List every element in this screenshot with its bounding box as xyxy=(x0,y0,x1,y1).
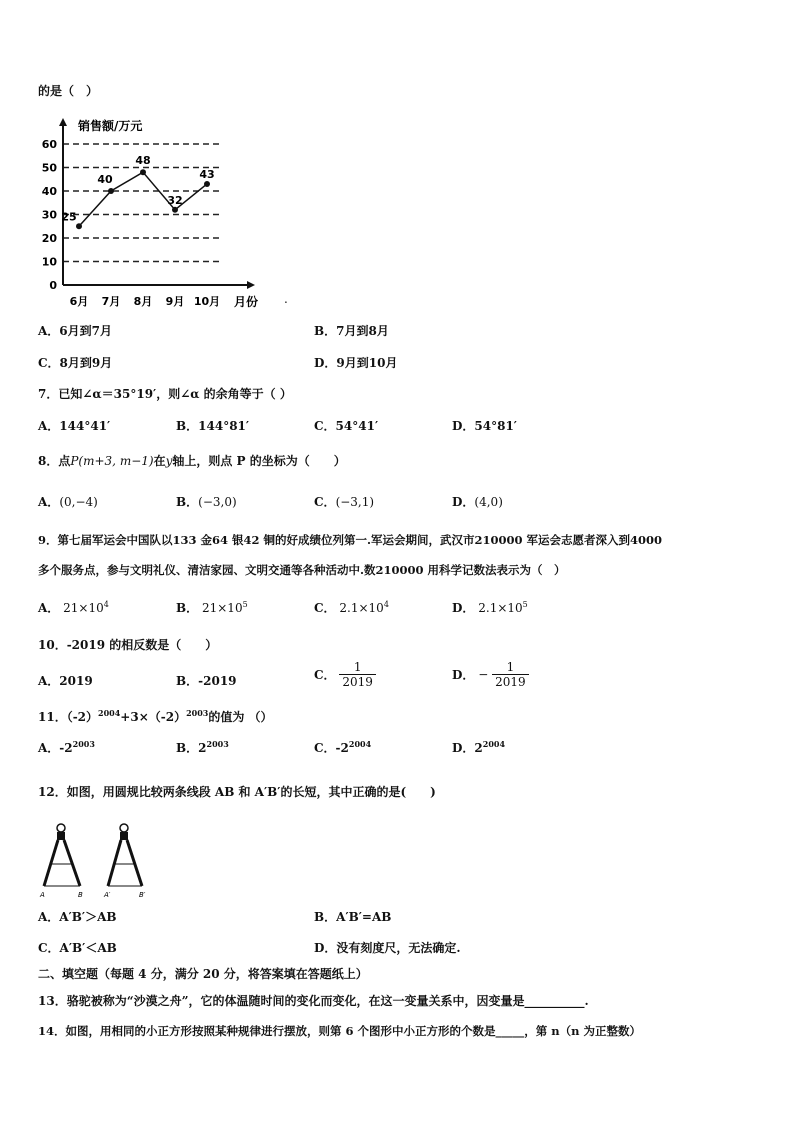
label-b: B xyxy=(78,891,83,899)
q10-option-b: B．-2019 xyxy=(176,674,237,688)
q10-stem: 10．-2019 的相反数是（ ） xyxy=(38,638,218,652)
compass-left xyxy=(44,824,80,886)
q9-stem-line2: 多个服务点，参与文明礼仪、清洁家园、文明交通等各种活动中.数210000 用科学记数法表示为（ ） xyxy=(38,563,566,577)
y-tick-label: 0 xyxy=(49,279,57,292)
q6-stem-tail: 的是（ ） xyxy=(38,84,99,98)
data-label: 25 xyxy=(61,210,77,224)
q6-option-d: D．9月到10月 xyxy=(314,356,398,370)
q12-option-b: B．A′B′=AB xyxy=(314,910,392,924)
q8-option-a: A．(0,−4) xyxy=(38,495,98,509)
x-tick-label: 10月 xyxy=(193,295,221,308)
y-tick-label: 10 xyxy=(41,255,57,269)
y-axis-arrow xyxy=(59,118,67,126)
q7-option-c: C．54°41′ xyxy=(314,419,379,433)
label-a: A xyxy=(40,891,45,899)
q11-stem: 11．$(-2)^{2004}+3\times(-2)^{2003}$的值为 （） xyxy=(38,708,273,724)
q9-stem-line1: 9．第七届军运会中国队以133 金64 银42 铜的好成绩位列第一.军运会期间，武汉市210000 军运会志愿者深入到4000 xyxy=(38,533,663,547)
q10-option-d: D． − $\frac{1}{2019}$ xyxy=(452,660,529,689)
q8-option-d: D．(4,0) xyxy=(452,495,503,509)
q11-option-a: A．$-2^{2003}$ xyxy=(38,739,95,755)
q6-option-b: B．7月到8月 xyxy=(314,324,389,338)
q7-option-b: B．144°81′ xyxy=(176,419,250,433)
q10-option-c: C． $\frac{1}{2019}$ xyxy=(314,660,376,689)
q7-stem: 7．已知∠α＝35°19′，则∠α 的余角等于（ ） xyxy=(38,387,292,401)
q12-option-a: A．A′B′＞AB xyxy=(38,910,117,924)
section-title-fill-in: 二、填空题（每题 4 分，满分 20 分，将答案填在答题纸上） xyxy=(38,967,368,981)
data-label: 40 xyxy=(97,173,113,186)
q11-option-d: D．$2^{2004}$ xyxy=(452,739,506,755)
q8-option-b: B．(−3,0) xyxy=(176,495,237,509)
chart-period: . xyxy=(284,292,288,306)
data-point xyxy=(172,207,178,213)
chart-title: 销售额/万元 xyxy=(78,119,143,133)
q9-option-c: C． $2.1\times 10^4$ xyxy=(314,600,389,615)
x-tick-label: 6月 xyxy=(69,295,89,308)
data-label: 32 xyxy=(167,193,183,207)
data-label: 43 xyxy=(199,167,215,181)
y-tick-label: 20 xyxy=(41,232,57,245)
q11-option-b: B．$2^{2003}$ xyxy=(176,739,229,755)
y-tick-label: 50 xyxy=(41,161,57,175)
y-tick-label: 60 xyxy=(41,138,57,151)
q11-option-c: C．$-2^{2004}$ xyxy=(314,739,372,755)
q7-option-a: A．144°41′ xyxy=(38,419,111,433)
q7-option-d: D．54°81′ xyxy=(452,419,517,433)
q14-stem: 14．如图，用相同的小正方形按照某种规律进行摆放，则第 6 个图形中小正方形的个数是_____，第 n（n 为正整数） xyxy=(38,1024,641,1038)
q10-option-a: A．2019 xyxy=(38,674,93,688)
q8-option-c: C．(−3,1) xyxy=(314,495,375,509)
q6-option-a: A．6月到7月 xyxy=(38,324,113,338)
data-point xyxy=(140,169,146,175)
y-tick-label: 40 xyxy=(41,185,57,198)
sales-line-chart xyxy=(30,110,300,340)
chart-xlabel: 月份 xyxy=(234,295,259,309)
x-tick-label: 8月 xyxy=(133,295,153,308)
x-axis-arrow xyxy=(247,281,255,289)
x-tick-label: 7月 xyxy=(101,295,121,308)
q9-option-b: B． $21\times 10^5$ xyxy=(176,600,248,615)
q9-option-d: D． $2.1\times 10^5$ xyxy=(452,600,528,615)
data-point xyxy=(76,223,82,229)
data-point xyxy=(204,181,210,187)
q8-stem: 8．点P(m+3, m−1)在y轴上，则点 P 的坐标为（ ） xyxy=(38,454,346,468)
compass-right xyxy=(108,824,142,886)
x-tick-label: 9月 xyxy=(165,295,185,308)
q8-point: P(m+3, m−1) xyxy=(70,454,154,468)
label-a-prime: A′ xyxy=(104,891,111,899)
q12-option-d: D．没有刻度尺，无法确定. xyxy=(314,941,461,955)
y-tick-label: 30 xyxy=(41,208,57,222)
label-b-prime: B′ xyxy=(139,891,146,899)
q12-option-c: C．A′B′＜AB xyxy=(38,941,117,955)
data-point xyxy=(108,188,114,194)
fraction-neg-1-over-2019: $\frac{1}{2019}$ xyxy=(492,660,529,689)
data-label: 48 xyxy=(135,154,151,168)
q6-option-c: C．8月到9月 xyxy=(38,356,113,370)
compass-figure xyxy=(36,820,156,900)
q12-stem: 12．如图，用圆规比较两条线段 AB 和 A′B′的长短，其中正确的是( ) xyxy=(38,785,436,799)
q13-stem: 13．骆驼被称为“沙漠之舟”，它的体温随时间的变化而变化，在这一变量关系中，因变量是__________. xyxy=(38,994,589,1008)
q9-option-a: A． $21\times 10^4$ xyxy=(38,600,109,615)
fraction-1-over-2019: $\frac{1}{2019}$ xyxy=(339,660,376,689)
